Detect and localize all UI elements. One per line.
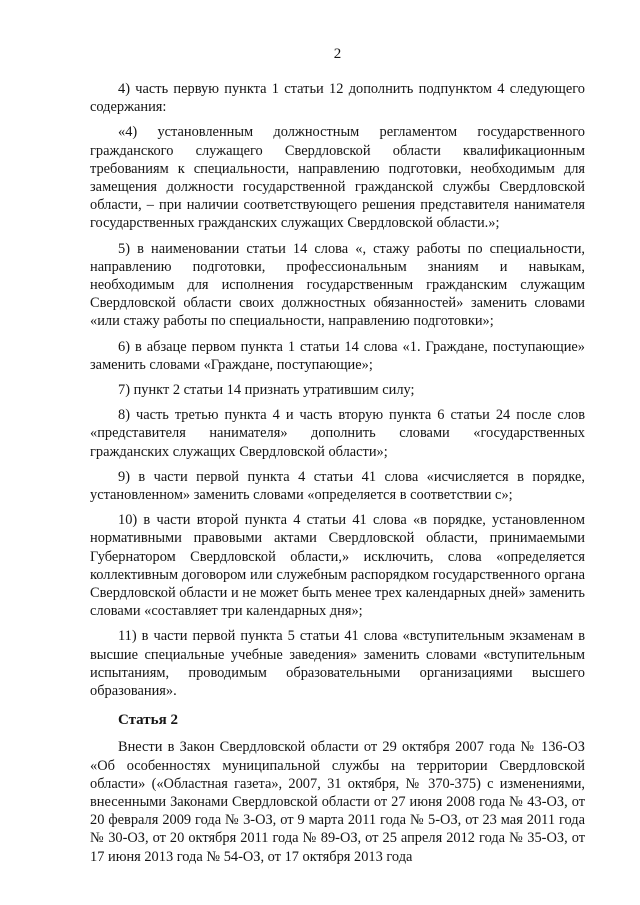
- paragraph-item-4: 4) часть первую пункта 1 статьи 12 дополнить подпунктом 4 следующего содержания:: [90, 81, 585, 116]
- paragraph-item-8: 8) часть третью пункта 4 и часть вторую пункта 6 статьи 24 после слов «представителя нанимателя» дополнить словами «государственных гражданских служащих Свердловской области»;: [90, 407, 585, 460]
- paragraph-quoted-subitem-4: «4) установленным должностным регламентом государственного гражданского служащего Свердловской области квалификационным требованиям к специальности, направлению подготовки, необходимым для замещения должности государственной гражданской службы Свердловской области, – при наличии соответствующего решения представителя нанимателя государственных гражданских служащих Свердловской области.»;: [90, 124, 585, 232]
- page-number: 2: [333, 46, 342, 62]
- article-paragraph: Внести в Закон Свердловской области от 29 октября 2007 года № 136-ОЗ «Об особенностях муниципальной службы на территории Свердловской области» («Областная газета», 2007, 31 октября, № 370-375) с изменениями, внесенными Законами Свердловской области от 27 июня 2008 года № 43-ОЗ, от 20 февраля 2009 года № 3-ОЗ, от 9 марта 2011 года № 5-ОЗ, от 23 мая 2011 года № 30-ОЗ, от 20 октября 2011 года № 89-ОЗ, от 25 апреля 2012 года № 35-ОЗ, от 17 июня 2013 года № 54-ОЗ, от 17 октября 2013 года: [90, 739, 585, 865]
- paragraph-item-10: 10) в части второй пункта 4 статьи 41 слова «в порядке, установленном нормативными правовыми актами Свердловской области, принимаемыми Губернатором Свердловской области,» исключить, слова «определяется коллективным договором или служебным распорядком государственного органа Свердловской области и не может быть менее трех календарных дней» заменить словами «составляет три календарных дня»;: [90, 512, 585, 620]
- article-heading: Статья 2: [118, 712, 178, 729]
- paragraph-item-9: 9) в части первой пункта 4 статьи 41 слова «исчисляется в порядке, установленном» заменить словами «определяется в соответствии с»;: [90, 468, 585, 504]
- paragraph-item-6: 6) в абзаце первом пункта 1 статьи 14 слова «1. Граждане, поступающие» заменить словами «Граждане, поступающие»;: [90, 338, 585, 373]
- paragraph-item-5: 5) в наименовании статьи 14 слова «, стажу работы по специальности, направлению подготовки, профессиональным знаниям и навыкам, необходимым для исполнения государственным гражданским служащим Свердловской области своих должностных обязанностей» заменить словами «или стажу работы по специальности, направлению подготовки»;: [90, 240, 585, 330]
- document-body: [90, 80, 585, 866]
- paragraph-item-7: 7) пункт 2 статьи 14 признать утратившим силу;: [118, 382, 415, 399]
- paragraph-item-11: 11) в части первой пункта 5 статьи 41 слова «вступительным экзаменам в высшие специальные учебные заведения» заменить словами «вступительным испытаниям, проводимым образовательными организациями высшего образования».: [90, 628, 585, 700]
